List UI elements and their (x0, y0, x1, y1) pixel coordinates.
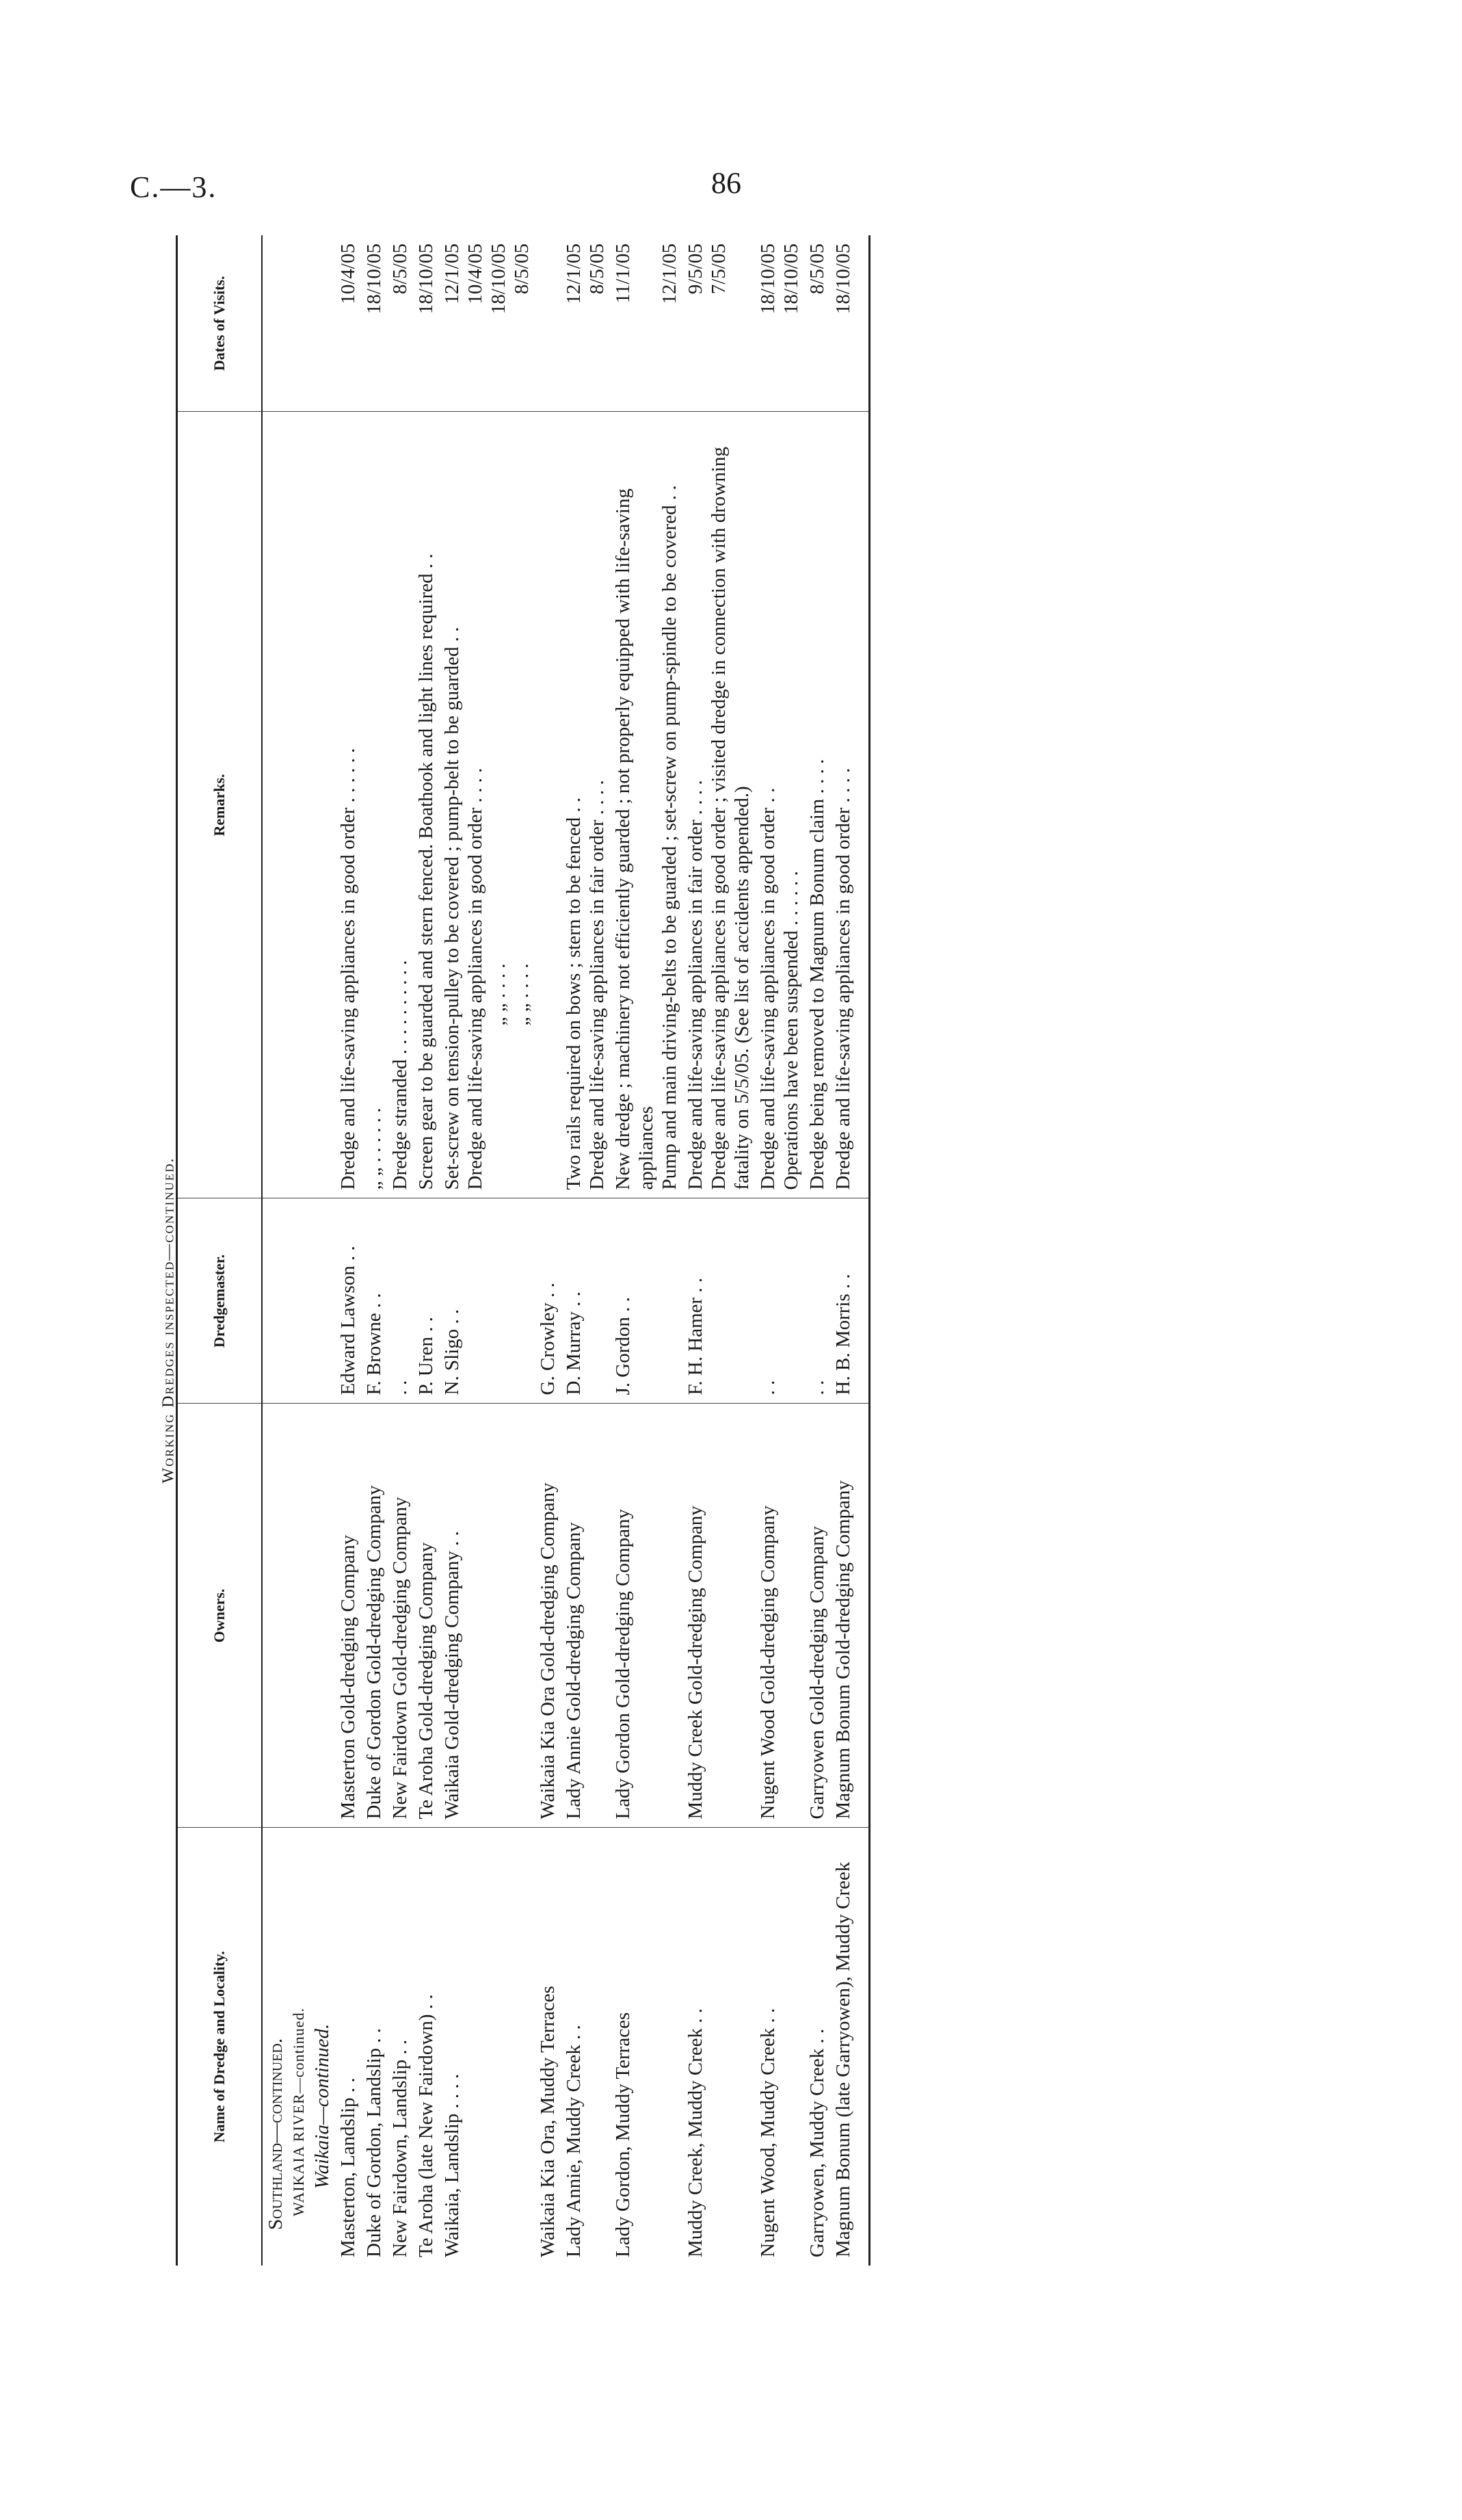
visit-dates (361, 235, 387, 412)
dredgemaster: F. H. Hamer . . (682, 1198, 755, 1404)
visit-dates (610, 235, 682, 412)
visit-date: 18/10/05 (832, 244, 854, 315)
visit-dates (755, 235, 804, 412)
visit-date: 10/4/05 (464, 244, 486, 304)
dredgemaster: P. Uren . . (413, 1198, 439, 1404)
owner: Lady Gordon Gold-dredging Company (610, 1404, 682, 1828)
table-row (413, 235, 439, 2266)
remark-line: „ „ . . . . (488, 963, 509, 1026)
table-row (682, 235, 755, 2266)
table-row (387, 235, 413, 2266)
remark-line: Set-screw on tension-pulley to be covered ; pump-belt to be guarded . . (441, 627, 463, 1190)
remarks (413, 412, 439, 1198)
table-row (335, 235, 361, 2266)
remark-line: Dredge and life-saving appliances in good order . . . . (464, 767, 486, 1190)
visit-date: 18/10/05 (757, 244, 779, 315)
visit-date: 18/10/05 (780, 244, 802, 315)
dredges-table (176, 235, 870, 2266)
column-header: Dredgemaster. (177, 1198, 263, 1404)
visit-dates (804, 235, 830, 412)
remark-line: Screen gear to be guarded and stern fenced. Boathook and light lines required . . (415, 553, 437, 1190)
remarks (335, 412, 361, 1198)
visit-date: 8/5/05 (511, 244, 533, 295)
remarks (361, 412, 387, 1198)
dredgemaster: J. Gordon . . (610, 1198, 682, 1404)
remark-line: „ „ . . . . (511, 963, 533, 1026)
column-header: Dates of Visits. (177, 235, 263, 412)
remark-line: Two rails required on bows ; stern to be fenced . . (563, 797, 585, 1190)
visit-dates (335, 235, 361, 412)
sub-heading: Waikaia—continued. (311, 2023, 333, 2189)
remark-line: Dredge and life-saving appliances in fair order . . . . (685, 780, 706, 1190)
owner: Duke of Gordon Gold-dredging Company (361, 1404, 387, 1828)
visit-date: 12/1/05 (563, 244, 585, 304)
visit-dates (830, 235, 870, 412)
dredge-name: Muddy Creek, Muddy Creek . . (685, 2008, 706, 2257)
table-row (755, 235, 804, 2266)
visit-date: 8/5/05 (389, 244, 411, 295)
table-row (535, 235, 561, 2266)
table-row (830, 235, 870, 2266)
visit-date: 18/10/05 (363, 244, 385, 315)
table-header-row (177, 235, 263, 2266)
visit-date: 11/1/05 (612, 244, 634, 304)
owner: Garryowen Gold-dredging Company (804, 1404, 830, 1828)
remarks (804, 412, 830, 1198)
remarks (439, 412, 535, 1198)
table-row (361, 235, 387, 2266)
owner: Magnum Bonum Gold-dredging Company (830, 1404, 870, 1828)
dredge-name: New Fairdown, Landslip . . (389, 2039, 411, 2257)
visit-date: 7/5/05 (708, 244, 730, 295)
owner: Nugent Wood Gold-dredging Company (755, 1404, 804, 1828)
table-row (804, 235, 830, 2266)
owner: Masterton Gold-dredging Company (335, 1404, 361, 1828)
remarks (387, 412, 413, 1198)
table-title: Working Dredges inspected—continued. (159, 1157, 178, 1484)
remark-line: Dredge and life-saving appliances in good order ; visited dredge in connection with drowning fatality on 5/5/05. (See list of accidents appended.) (708, 447, 753, 1190)
column-header: Owners. (177, 1404, 263, 1828)
dredges-table-container (176, 235, 914, 2266)
column-header: Name of Dredge and Locality. (177, 1828, 263, 2266)
table-row (610, 235, 682, 2266)
remark-line: Dredge being removed to Magnum Bonum claim . . . . (806, 759, 828, 1190)
visit-dates (413, 235, 439, 412)
remark-line: Dredge stranded . . . . . . . . . . (389, 960, 411, 1190)
remark-line: Dredge and life-saving appliances in fair order . . . . (586, 780, 608, 1190)
dredgemaster: . . (387, 1198, 413, 1404)
visit-date: 8/5/05 (586, 244, 608, 295)
dredge-name: Nugent Wood, Muddy Creek . . (757, 2008, 779, 2257)
dredge-name: Lady Gordon, Muddy Terraces (612, 2012, 634, 2257)
visit-date: 18/10/05 (488, 244, 509, 315)
visit-dates (682, 235, 755, 412)
dredge-name: Duke of Gordon, Landslip . . (363, 2027, 385, 2257)
dredgemaster: N. Sligo . . (439, 1198, 535, 1404)
dredgemaster: G. Crowley . . (535, 1198, 561, 1404)
owner: New Fairdown Gold-dredging Company (387, 1404, 413, 1828)
remark-line: „ „ . . . . . . (363, 1107, 385, 1190)
visit-dates (387, 235, 413, 412)
section-heading (262, 1828, 335, 2266)
table-row (439, 235, 535, 2266)
remarks (535, 412, 561, 1198)
visit-dates (535, 235, 561, 412)
dredgemaster: . . (804, 1198, 830, 1404)
remark-line: Dredge and life-saving appliances in good order . . . . . . (337, 748, 359, 1190)
visit-date: 10/4/05 (337, 244, 359, 304)
visit-date: 9/5/05 (685, 244, 706, 295)
remarks (610, 412, 682, 1198)
owner: Lady Annie Gold-dredging Company (561, 1404, 610, 1828)
dredgemaster: D. Murray . . (561, 1198, 610, 1404)
dredge-name: Lady Annie, Muddy Creek . . (563, 2025, 585, 2257)
page-number: 86 (711, 166, 741, 200)
dredge-name: Garryowen, Muddy Creek . . (806, 2028, 828, 2257)
remarks (561, 412, 610, 1198)
remark-line: Dredge and life-saving appliances in good order . . (757, 787, 779, 1190)
visit-date: 8/5/05 (806, 244, 828, 295)
dredgemaster: . . (755, 1198, 804, 1404)
visit-date: 12/1/05 (441, 244, 463, 304)
river-heading: WAIKAIA RIVER—continued. (290, 2007, 307, 2216)
remark-line: Pump and main driving-belts to be guarded ; set-screw on pump-spindle to be covered . . (659, 485, 680, 1190)
visit-dates (561, 235, 610, 412)
region-heading: Southland—continued. (265, 2038, 287, 2230)
column-header: Remarks. (177, 412, 263, 1198)
dredge-name: Masterton, Landslip . . (337, 2077, 359, 2257)
remark-line: Dredge and life-saving appliances in good order . . . . (832, 767, 854, 1190)
visit-date: 18/10/05 (415, 244, 437, 315)
dredgemaster: F. Browne . . (361, 1198, 387, 1404)
dredge-name: Magnum Bonum (late Garryowen), Muddy Creek (830, 1828, 870, 2266)
page-code: C.—3. (130, 170, 217, 204)
remarks (682, 412, 755, 1198)
visit-dates (439, 235, 535, 412)
dredge-name: Te Aroha (late New Fairdown) . . (415, 1994, 437, 2257)
remarks (830, 412, 870, 1198)
visit-date: 12/1/05 (659, 244, 680, 304)
owner: Te Aroha Gold-dredging Company (413, 1404, 439, 1828)
table-row (262, 235, 335, 2266)
remark-line: New dredge ; machinery not efficiently guarded ; not properly equipped with life-saving appliances (612, 488, 657, 1190)
owner: Muddy Creek Gold-dredging Company (682, 1404, 755, 1828)
dredgemaster: H. B. Morris . . (830, 1198, 870, 1404)
dredge-name: Waikaia Kia Ora, Muddy Terraces (537, 1986, 559, 2257)
remarks (755, 412, 804, 1198)
owner: Waikaia Gold-dredging Company . . (439, 1404, 535, 1828)
dredge-name: Waikaia, Landslip . . . . (441, 2073, 463, 2257)
remark-line: Operations have been suspended . . . . . . (780, 871, 802, 1190)
dredgemaster: Edward Lawson . . (335, 1198, 361, 1404)
table-row (561, 235, 610, 2266)
owner: Waikaia Kia Ora Gold-dredging Company (535, 1404, 561, 1828)
